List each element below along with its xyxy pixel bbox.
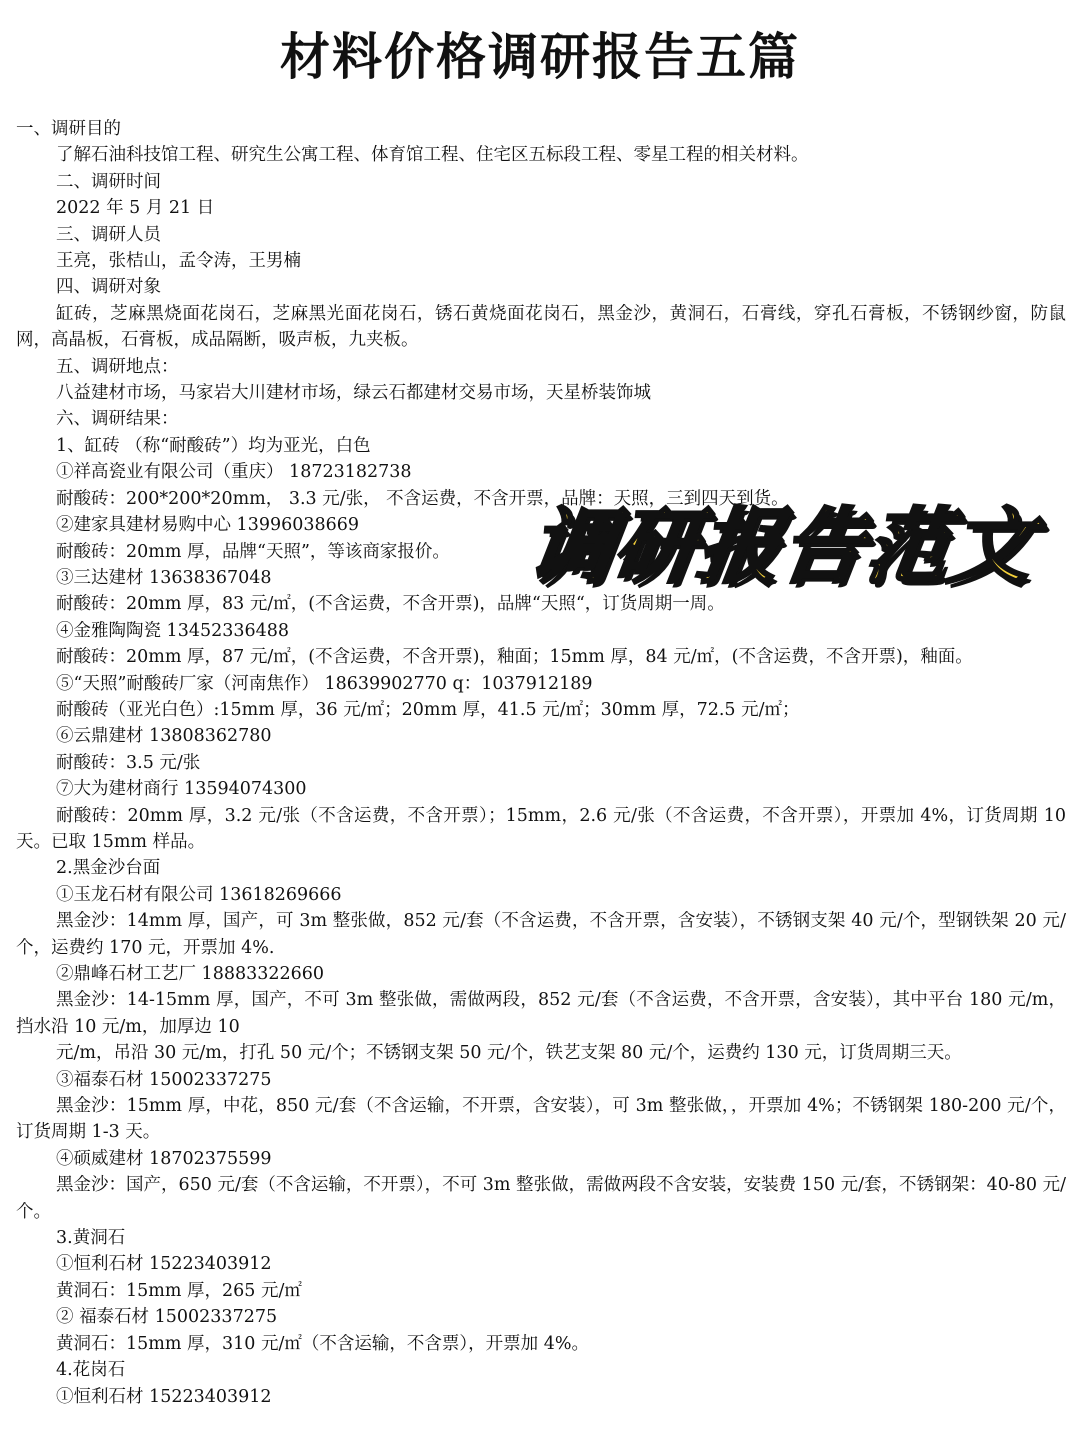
vendor-line: ⑦大为建材商行 13594074300: [56, 779, 307, 800]
vendor-line: ④硕威建材 18702375599: [56, 1148, 272, 1169]
vendor-line: ⑥云鼎建材 13808362780: [56, 726, 272, 747]
locations-text: 八益建材市场，马家岩大川建材市场，绿云石都建材交易市场，天星桥装饰城: [56, 383, 651, 404]
price-line: 黄洞石：15mm 厚，310 元/㎡（不含运输，不含票），开票加 4%。: [56, 1333, 589, 1354]
price-line: 耐酸砖：20mm 厚，83 元/㎡，(不含运费，不含开票)，品牌“天照“，订货周期一周。: [56, 594, 725, 615]
price-line: 黄洞石：15mm 厚，265 元/㎡: [56, 1280, 302, 1301]
price-line: 黑金沙：14-15mm 厚，国产，不可 3m 整张做，需做两段，852 元/套（不含运费，不含开票，含安装），其中平台 180 元/m，挡水沿 10 元/m，加厚边 10: [16, 990, 1066, 1037]
section-heading-locations: 五、调研地点：: [56, 356, 179, 377]
people-text: 王亮，张桔山，孟令涛，王男楠: [56, 251, 301, 272]
vendor-line: ⑤“天照”耐酸砖厂家（河南焦作） 18639902770 q：1037912189: [56, 673, 593, 694]
vendor-line: ③三达建材 13638367048: [56, 567, 272, 588]
subsection-heading-black-galaxy: 2.黑金沙台面: [56, 858, 161, 879]
subsection-heading-tiles: 1、缸砖 （称“耐酸砖”）均为亚光，白色: [56, 435, 371, 456]
price-line: 耐酸砖：200*200*20mm， 3.3 元/张， 不含运费，不含开票，品牌：天照，三到四天到货。: [56, 488, 789, 509]
objects-text: 缸砖，芝麻黑烧面花岗石，芝麻黑光面花岗石，锈石黄烧面花岗石，黑金沙，黄洞石，石膏线，穿孔石膏板，不锈钢纱窗，防鼠网，高晶板，石膏板，成品隔断，吸声板，九夹板。: [16, 303, 1066, 351]
price-line: 黑金沙：15mm 厚，中花，850 元/套（不含运输，不开票，含安装），可 3m 整张做，，开票加 4%；不锈钢架 180-200 元/个，订货周期 1-3 天。: [16, 1096, 1066, 1143]
section-heading-results: 六、调研结果：: [56, 409, 179, 430]
price-line: 元/m，吊沿 30 元/m，打孔 50 元/个；不锈钢支架 50 元/个，铁艺支架 80 元/个，运费约 130 元，订货周期三天。: [56, 1043, 962, 1064]
price-line: 黑金沙：国产，650 元/套（不含运输，不开票），不可 3m 整张做，需做两段不含安装，安装费 150 元/套，不锈钢架：40-80 元/个。: [16, 1175, 1066, 1222]
vendor-line: ①祥高瓷业有限公司（重庆） 18723182738: [56, 462, 412, 483]
time-text: 2022 年 5 月 21 日: [56, 198, 215, 219]
price-line: 黑金沙：14mm 厚，国产，可 3m 整张做，852 元/套（不含运费，不含开票，含安装），不锈钢支架 40 元/个，型钢铁架 20 元/个，运费约 170 元，开票加 4%.: [16, 911, 1066, 958]
price-line: 耐酸砖（亚光白色）:15mm 厚，36 元/㎡；20mm 厚，41.5 元/㎡；30mm 厚，72.5 元/㎡；: [56, 699, 800, 720]
vendor-line: ②鼎峰石材工艺厂 18883322660: [56, 964, 325, 984]
price-line: 耐酸砖：3.5 元/张: [56, 752, 201, 773]
vendor-line: ②建家具建材易购中心 13996038669: [56, 515, 360, 536]
subsection-heading-travertine: 3.黄洞石: [56, 1228, 126, 1249]
overlay-sticker-label: 调研报告范文: [523, 500, 1041, 595]
price-line: 耐酸砖：20mm 厚，3.2 元/张（不含运费，不含开票）；15mm，2.6 元/张（不含运费，不含开票），开票加 4%，订货周期 10 天。已取 15mm 样品。: [16, 805, 1066, 852]
vendor-line: ①恒利石材 15223403912: [56, 1386, 272, 1407]
section-heading-purpose: 一、调研目的: [16, 119, 121, 139]
vendor-line: ①恒利石材 15223403912: [56, 1254, 272, 1275]
section-heading-people: 三、调研人员: [56, 224, 161, 245]
section-heading-time: 二、调研时间: [56, 171, 161, 192]
vendor-line: ①玉龙石材有限公司 13618269666: [56, 884, 342, 905]
price-line: 耐酸砖：20mm 厚，87 元/㎡，(不含运费，不含开票)，釉面；15mm 厚，84 元/㎡，(不含运费，不含开票)，釉面。: [56, 647, 973, 668]
document-body: [16, 116, 1066, 1410]
price-line: 耐酸砖：20mm 厚，品牌“天照”，等该商家报价。: [56, 541, 450, 562]
vendor-line: ④金雅陶陶瓷 13452336488: [56, 620, 290, 641]
vendor-line: ③福泰石材 15002337275: [56, 1069, 272, 1090]
purpose-text: 了解石油科技馆工程、研究生公寓工程、体育馆工程、住宅区五标段工程、零星工程的相关材料。: [56, 145, 809, 166]
section-heading-objects: 四、调研对象: [56, 277, 161, 298]
document-title: 材料价格调研报告五篇: [280, 28, 800, 86]
subsection-heading-granite: 4.花岗石: [56, 1360, 126, 1381]
vendor-line: ② 福泰石材 15002337275: [56, 1307, 278, 1328]
